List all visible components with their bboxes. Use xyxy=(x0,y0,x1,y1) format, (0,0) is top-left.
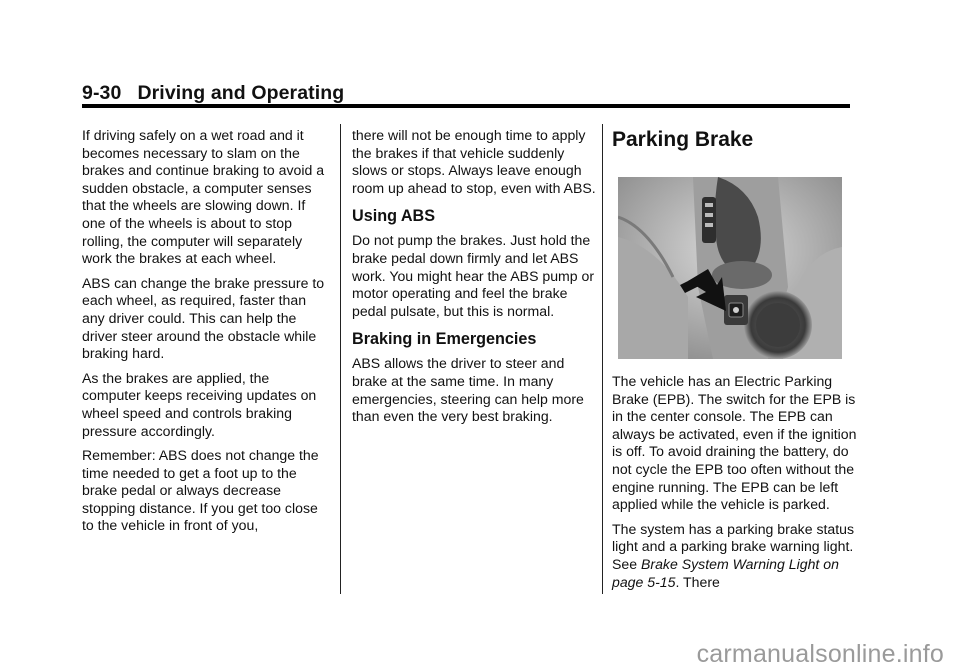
column-divider xyxy=(602,124,603,594)
cross-reference-link: Brake System Warning Light on page 5-15 xyxy=(612,555,839,590)
column-right xyxy=(612,127,857,598)
column-divider xyxy=(340,124,341,594)
heading-parking-brake: Parking Brake xyxy=(612,128,754,151)
paragraph: Remember: ABS does not change the time needed to get a foot up to the brake pedal or always decrease stopping distance. If you get too close to the vehicle in front of you, xyxy=(82,447,319,534)
console-photo xyxy=(618,177,842,359)
heading-braking-emergencies: Braking in Emergencies xyxy=(352,330,537,349)
paragraph-text: . There xyxy=(675,573,720,590)
paragraph: Do not pump the brakes. Just hold the brake pedal down firmly and let ABS work. You might hear the ABS pump or motor operating and feel the brake pedal pulsate, but this is normal. xyxy=(352,232,595,319)
paragraph: If driving safely on a wet road and it becomes necessary to slam on the brakes and continue braking to avoid a sudden obstacle, a computer senses that the wheels are slowing down. If one of the wheels is about to stop rolling, the computer will separately work the brakes at each wheel. xyxy=(82,127,325,267)
section-title: Driving and Operating xyxy=(137,82,345,104)
page-header xyxy=(82,82,850,105)
paragraph-text: The system has a parking brake status light and a parking brake warning light. See xyxy=(612,520,855,572)
paragraph: there will not be enough time to apply the brakes if that vehicle suddenly slows or stops. Always leave enough room up ahead to stop, even with ABS. xyxy=(352,127,596,196)
paragraph: ABS allows the driver to steer and brake at the same time. In many emergencies, steering can help more than even the very best braking. xyxy=(352,355,584,425)
header-rule xyxy=(82,104,850,108)
page-number: 9-30 xyxy=(82,82,122,104)
paragraph: As the brakes are applied, the computer keeps receiving updates on wheel speed and controls braking pressure accordingly. xyxy=(82,369,317,439)
paragraph xyxy=(612,521,857,591)
epb-switch-illustration xyxy=(618,177,842,359)
column-middle xyxy=(352,127,600,433)
watermark: carmanualsonline.info xyxy=(696,640,944,668)
paragraph: ABS can change the brake pressure to each wheel, as required, faster than any driver could. This can help the driver steer around the obstacle while braking hard. xyxy=(82,274,325,362)
paragraph: The vehicle has an Electric Parking Brake (EPB). The switch for the EPB is in the center console. The EPB can always be activated, even if the ignition is off. To avoid draining the battery, do not cycle the EPB too often without the engine running. The EPB can be left applied while the vehicle is parked. xyxy=(612,373,857,513)
heading-using-abs: Using ABS xyxy=(352,207,436,226)
column-left xyxy=(82,127,330,542)
